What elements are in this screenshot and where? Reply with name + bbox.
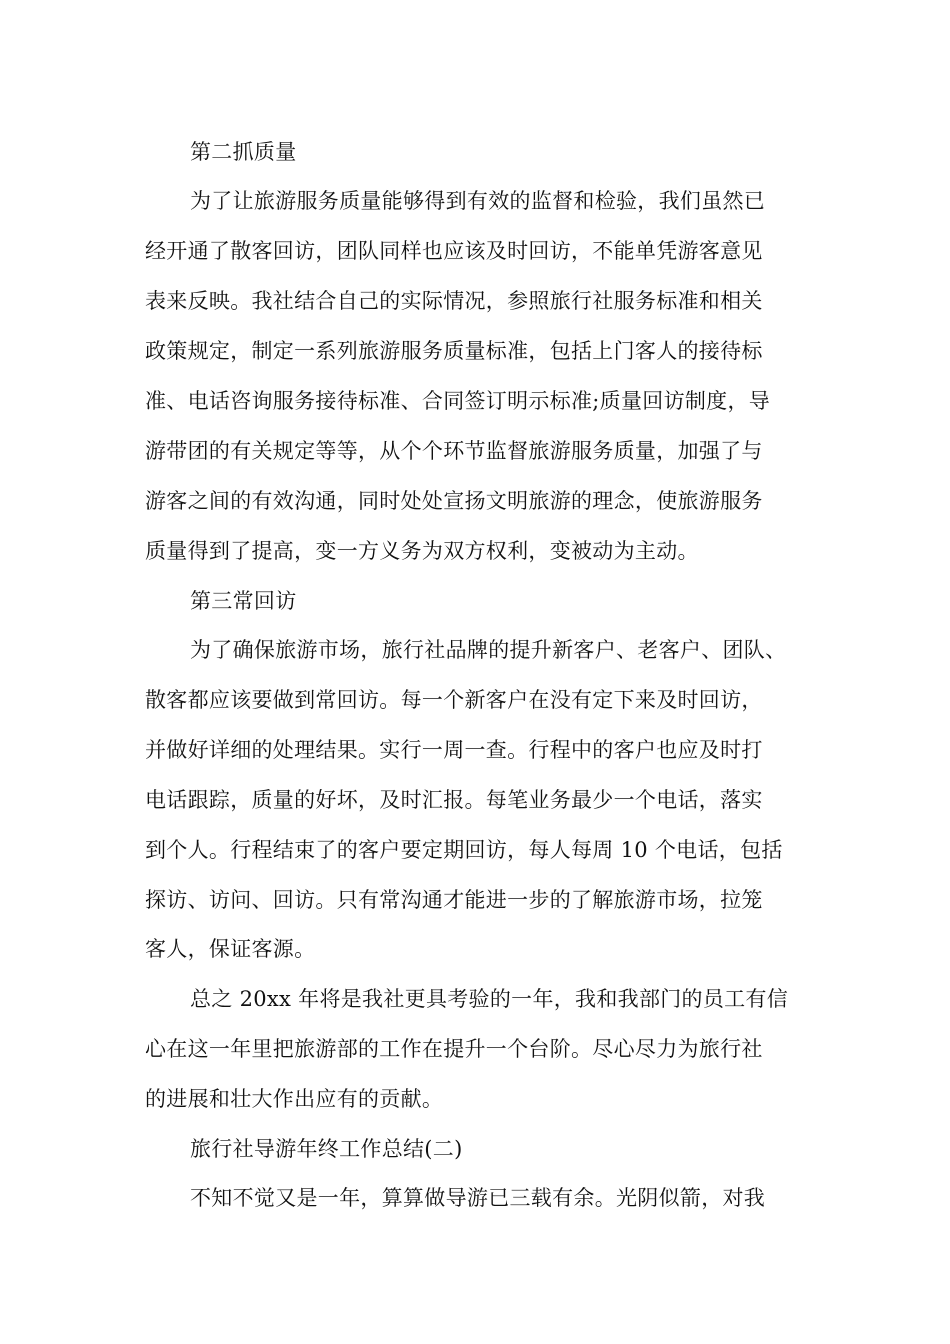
paragraph-line: 质量得到了提高，变一方义务为双方权利，变被动为主动。	[145, 539, 699, 563]
section-heading: 旅行社导游年终工作总结(二)	[190, 1137, 463, 1161]
section-heading: 第三常回访	[190, 589, 297, 613]
paragraph-line: 不知不觉又是一年，算算做导游已三载有余。光阴似箭，对我	[190, 1186, 766, 1210]
paragraph-line: 电话跟踪，质量的好坏，及时汇报。每笔业务最少一个电话，落实	[145, 788, 763, 812]
paragraph-line: 的进展和壮大作出应有的贡献。	[145, 1087, 444, 1111]
paragraph-line: 总之 20xx 年将是我社更具考验的一年，我和我部门的员工有信	[190, 987, 789, 1011]
paragraph-line: 表来反映。我社结合自己的实际情况，参照旅行社服务标准和相关	[145, 289, 763, 313]
paragraph-line: 准、电话咨询服务接待标准、合同签订明示标准;质量回访制度，导	[145, 389, 771, 413]
paragraph-line: 并做好详细的处理结果。实行一周一查。行程中的客户也应及时打	[145, 738, 763, 762]
paragraph-line: 为了让旅游服务质量能够得到有效的监督和检验，我们虽然已	[190, 189, 766, 213]
paragraph-line: 游带团的有关规定等等，从个个环节监督旅游服务质量，加强了与	[145, 439, 763, 463]
paragraph-line: 客人，保证客源。	[145, 937, 316, 961]
paragraph-line: 为了确保旅游市场，旅行社品牌的提升新客户、老客户、团队、	[190, 638, 787, 662]
paragraph-line: 心在这一年里把旅游部的工作在提升一个台阶。尽心尽力为旅行社	[145, 1037, 763, 1061]
paragraph-line: 游客之间的有效沟通，同时处处宣扬文明旅游的理念，使旅游服务	[145, 489, 763, 513]
paragraph-line: 经开通了散客回访，团队同样也应该及时回访，不能单凭游客意见	[145, 239, 763, 263]
paragraph-line: 政策规定，制定一系列旅游服务质量标准，包括上门客人的接待标	[145, 339, 763, 363]
paragraph-line: 到个人。行程结束了的客户要定期回访，每人每周 10 个电话，包括	[145, 838, 783, 862]
section-heading: 第二抓质量	[190, 140, 297, 164]
paragraph-line: 探访、访问、回访。只有常沟通才能进一步的了解旅游市场，拉笼	[145, 888, 763, 912]
paragraph-line: 散客都应该要做到常回访。每一个新客户在没有定下来及时回访，	[145, 688, 763, 712]
